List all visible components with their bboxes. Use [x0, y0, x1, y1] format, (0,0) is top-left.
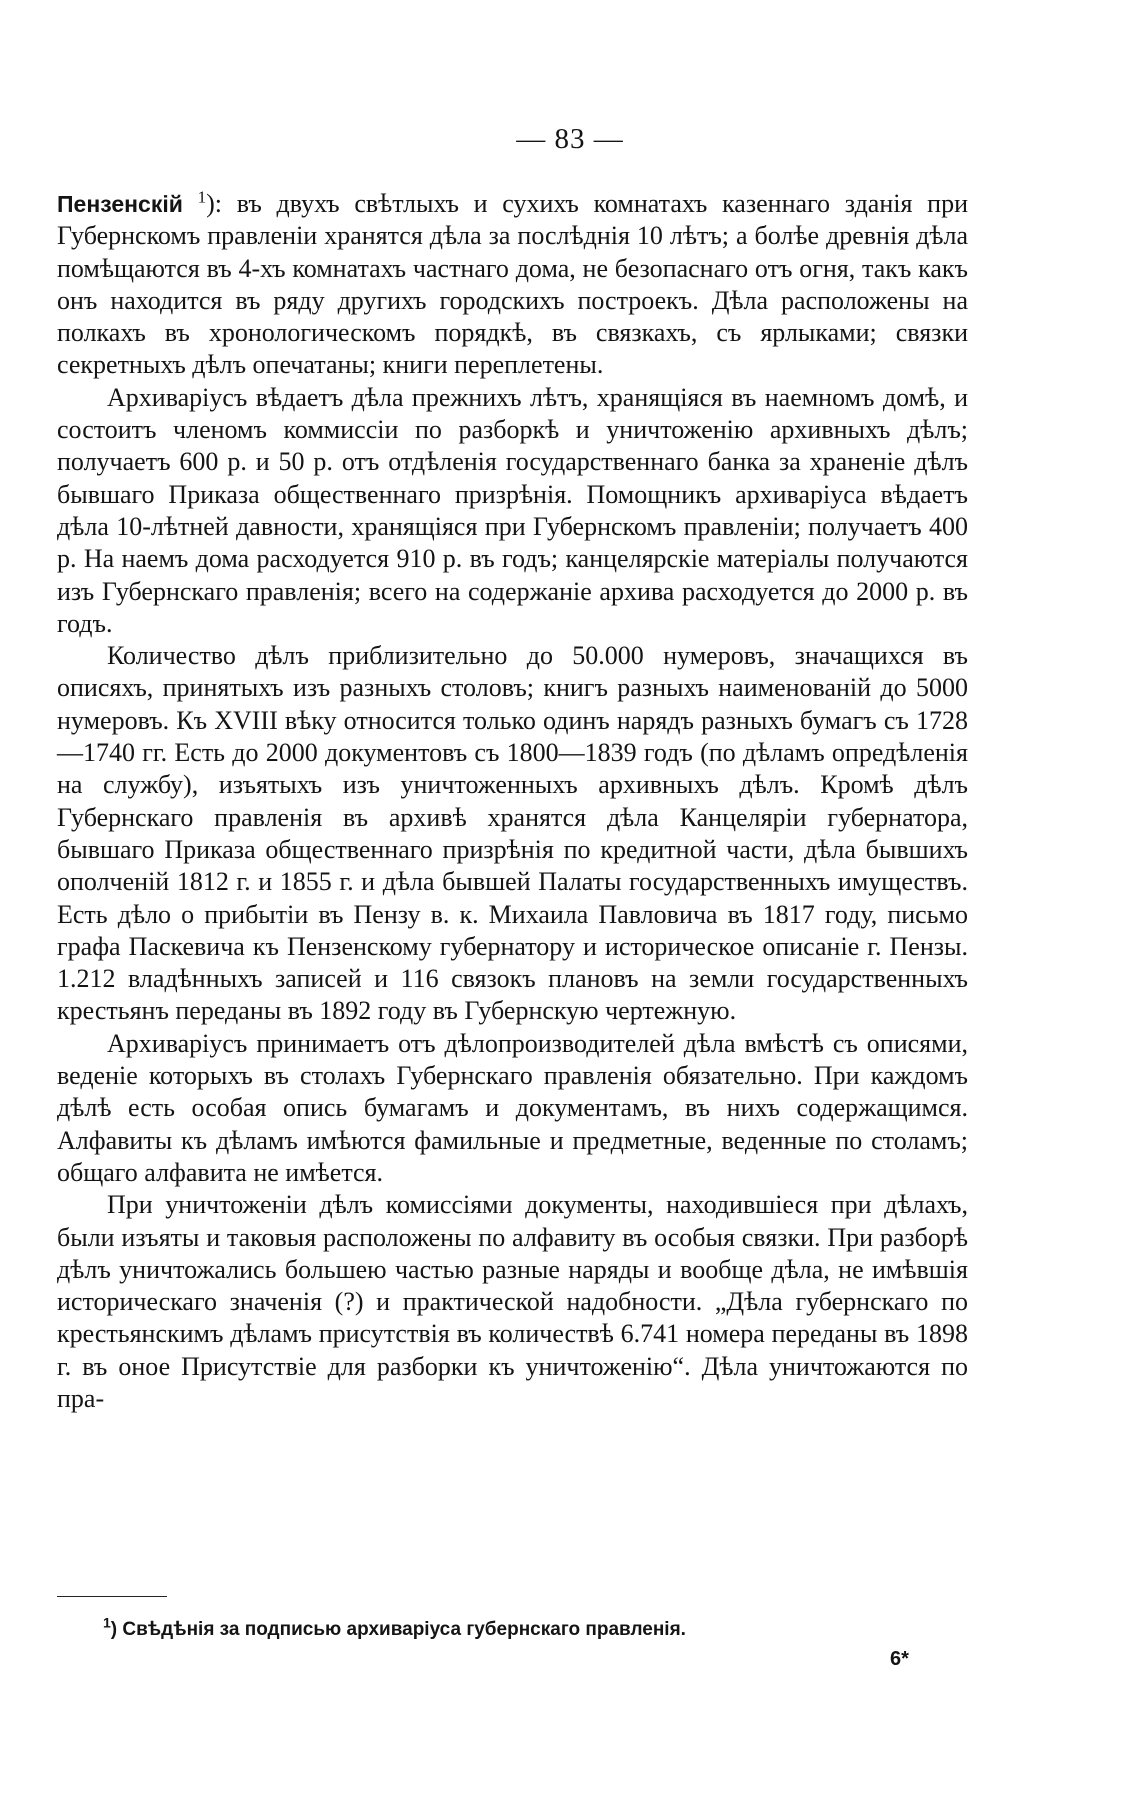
paragraph-destruction: При уничтоженіи дѣлъ комиссіями документы, находившіеся при дѣлахъ, были изъяты и таковыя расположены по алфавиту въ особыя связки. При разборѣ дѣлъ уничтожались большею частью разные наряды и вообще дѣла, не имѣвшія историческаго значенія (?) и практической надобности. „Дѣла губернскаго по крестьянскимъ дѣламъ присутствія въ количествѣ 6.741 номера переданы въ 1898 г. въ оное Присутствіе для разборки къ уничтоженію“. Дѣла уничтожаются по пра- — [57, 1190, 968, 1413]
footnote-mark: 1 — [103, 1614, 111, 1631]
footnote-text: ) Свѣдѣнія за подписью архиваріуса губернскаго правленія. — [110, 1619, 686, 1640]
paragraph-text: ): въ двухъ свѣтлыхъ и сухихъ комнатахъ казеннаго зданія при Губернскомъ правленіи хранятся дѣла за послѣднія 10 лѣтъ; а болѣе древнія дѣла помѣщаются въ 4-хъ комнатахъ частнаго дома, не безопаснаго отъ огня, такъ какъ онъ находится въ ряду другихъ городскихъ построекъ. Дѣла расположены на полкахъ въ хронологическомъ порядкѣ, въ связкахъ, съ ярлыками; связки секретныхъ дѣлъ опечатаны; книги переплетены. — [57, 189, 969, 380]
footnote-divider — [57, 1596, 167, 1597]
paragraph-quantity: Количество дѣлъ приблизительно до 50.000 нумеровъ, значащихся въ описяхъ, принятыхъ изъ разныхъ столовъ; книгъ разныхъ наименованій до 5000 нумеровъ. Къ XVIII вѣку относится только одинъ нарядъ разныхъ бумагъ съ 1728—1740 гг. Есть до 2000 документовъ съ 1800—1839 годъ (по дѣламъ опредѣленія на службу), изъятыхъ изъ уничтоженныхъ архивныхъ дѣлъ. Кромѣ дѣлъ Губернскаго правленія въ архивѣ хранятся дѣла Канцеляріи губернатора, бывшаго Приказа общественнаго призрѣнія по кредитной части, дѣла бывшихъ ополченій 1812 г. и 1855 г. и дѣла бывшей Палаты государственныхъ имуществъ. Есть дѣло о прибытіи въ Пензу в. к. Михаила Павловича въ 1817 году, письмо графа Паскевича къ Пензенскому губернатору и историческое описаніе г. Пензы. 1.212 владѣнныхъ записей и 116 связокъ плановъ на земли государственныхъ крестьянъ переданы въ 1892 году въ Губернскую чертежную. — [57, 641, 968, 1026]
printer-signature-mark: 6* — [890, 1648, 909, 1670]
page-number: — 83 — — [516, 123, 624, 155]
paragraph-heading: Пензенскій — [57, 191, 183, 217]
paragraph-inventories: Архиваріусъ принимаетъ отъ дѣлопроизводителей дѣла вмѣстѣ съ описями, веденіе которыхъ въ столахъ Губернскаго правленія обязательно. При каждомъ дѣлѣ есть особая опись бумагамъ и документамъ, въ нихъ содержащимся. Алфавиты къ дѣламъ имѣются фамильные и предметные, веденные по столамъ; общаго алфавита не имѣется. — [57, 1028, 968, 1187]
footnote-reference: 1 — [197, 187, 207, 207]
body-text — [57, 188, 968, 1415]
paragraph-archivist: Архиваріусъ вѣдаетъ дѣла прежнихъ лѣтъ, хранящіяся въ наемномъ домѣ, и состоитъ членомъ коммиссіи по разборкѣ и уничтоженію архивныхъ дѣлъ; получаетъ 600 р. и 50 р. отъ отдѣленія государственнаго банка за храненіе дѣлъ бывшаго Приказа общественнаго призрѣнія. Помощникъ архиваріуса вѣдаетъ дѣла 10-лѣтней давности, хранящіяся при Губернскомъ правленіи; получаетъ 400 р. На наемъ дома расходуется 910 р. въ годъ; канцелярскіе матеріалы получаются изъ Губернскаго правленія; всего на содержаніе архива расходуется до 2000 р. въ годъ. — [57, 382, 968, 638]
footnote — [103, 1614, 963, 1642]
paragraph-penza — [57, 188, 968, 382]
